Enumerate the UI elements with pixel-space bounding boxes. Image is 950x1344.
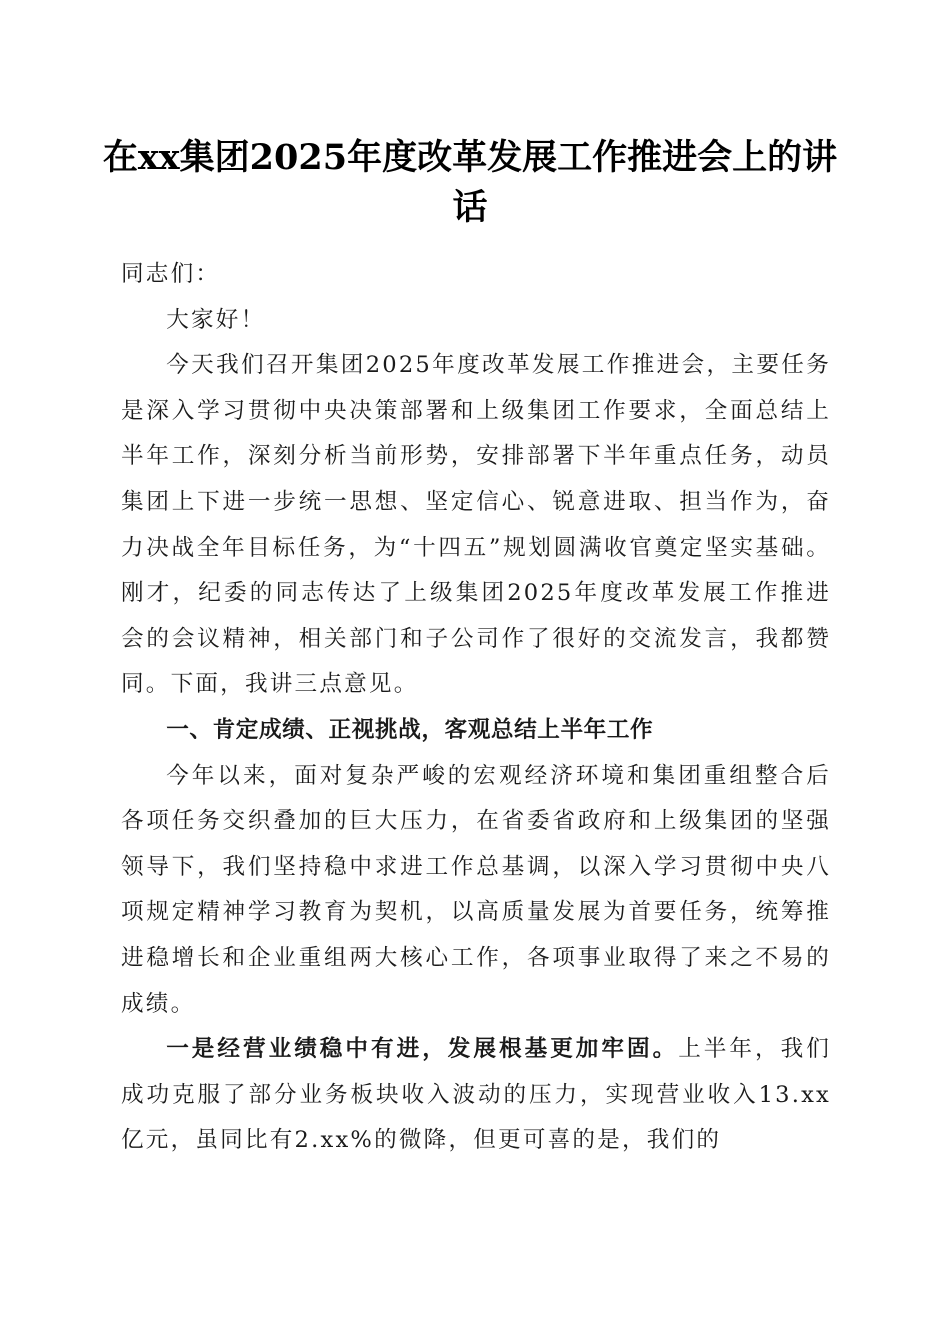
- point-1-text: 上半年，我们成功克服了部分业务板块收入波动的压力，实现营业收入13.xx亿元，虽同比有2.xx%的微降，但更可喜的是，我们的: [121, 1036, 831, 1154]
- greeting: 大家好！: [166, 306, 266, 333]
- document-title: 在xx集团2025年度改革发展工作推进会上的讲话: [102, 137, 838, 228]
- section-heading-1: 一、肯定成绩、正视挑战，客观总结上半年工作: [166, 716, 654, 743]
- point-1-paragraph: [121, 1027, 831, 1164]
- point-1-lead: 一是经营业绩稳中有进，发展根基更加牢固。: [166, 1036, 679, 1063]
- salutation: 同志们：: [121, 261, 221, 287]
- section-1-paragraph: 今年以来，面对复杂严峻的宏观经济环境和集团重组整合后各项任务交织叠加的巨大压力，在省委省政府和上级集团的坚强领导下，我们坚持稳中求进工作总基调，以深入学习贯彻中央八项规定精神学习教育为契机，以高质量发展为首要任务，统筹推进稳增长和企业重组两大核心工作，各项事业取得了来之不易的成绩。: [121, 762, 831, 1017]
- intro-paragraph: 今天我们召开集团2025年度改革发展工作推进会，主要任务是深入学习贯彻中央决策部署和上级集团工作要求，全面总结上半年工作，深刻分析当前形势，安排部署下半年重点任务，动员集团上下进一步统一思想、坚定信心、锐意进取、担当作为，奋力决战全年目标任务，为“十四五”规划圆满收官奠定坚实基础。刚才，纪委的同志传达了上级集团2025年度改革发展工作推进会的会议精神，相关部门和子公司作了很好的交流发言，我都赞同。下面，我讲三点意见。: [121, 352, 831, 698]
- document-body: [121, 252, 831, 1164]
